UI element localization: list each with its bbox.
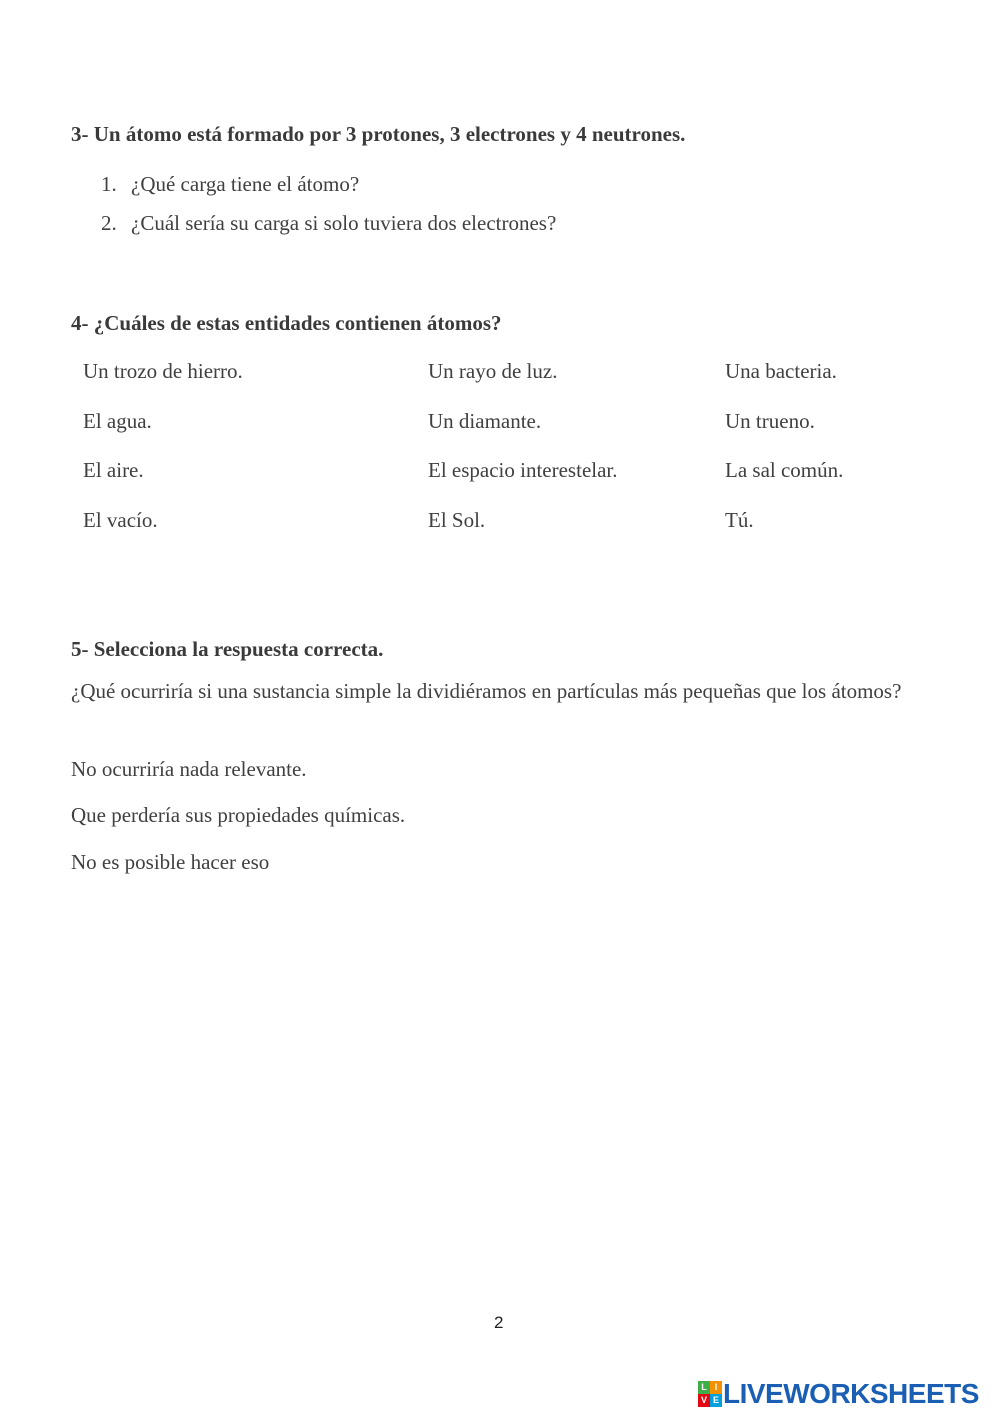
logo-wordmark: LIVEWORKSHEETS bbox=[723, 1378, 979, 1409]
q5-option-3[interactable]: No es posible hacer eso bbox=[71, 850, 270, 874]
logo-letter-l: L bbox=[698, 1381, 710, 1394]
q5-title: 5- Selecciona la respuesta correcta. bbox=[71, 637, 384, 661]
q4-entity: Una bacteria. bbox=[725, 359, 837, 383]
q3-item-1-number: 1. bbox=[101, 172, 117, 196]
q5-option-2[interactable]: Que perdería sus propiedades químicas. bbox=[71, 803, 406, 827]
q4-entity: Un rayo de luz. bbox=[428, 359, 558, 383]
q4-entity: El aire. bbox=[83, 458, 144, 482]
q4-entity: El espacio interestelar. bbox=[428, 458, 618, 482]
q4-entity: Un trueno. bbox=[725, 409, 815, 433]
page-number: 2 bbox=[494, 1313, 504, 1332]
logo-letter-e: E bbox=[710, 1394, 722, 1407]
q4-entity: El Sol. bbox=[428, 508, 486, 532]
q4-entity: La sal común. bbox=[725, 458, 844, 482]
q4-title: 4- ¿Cuáles de estas entidades contienen átomos? bbox=[71, 311, 502, 335]
liveworksheets-logo-icon bbox=[698, 1381, 722, 1407]
q4-entity: El agua. bbox=[83, 409, 152, 433]
logo-letter-i: I bbox=[710, 1381, 722, 1394]
logo-letter-v: V bbox=[698, 1394, 710, 1407]
q3-item-2-number: 2. bbox=[101, 211, 117, 235]
q3-item-1-text: ¿Qué carga tiene el átomo? bbox=[131, 172, 360, 196]
q4-entity: Un diamante. bbox=[428, 409, 542, 433]
q4-entity: Un trozo de hierro. bbox=[83, 359, 243, 383]
q4-entity: El vacío. bbox=[83, 508, 158, 532]
q3-title: 3- Un átomo está formado por 3 protones, 3 electrones y 4 neutrones. bbox=[71, 122, 686, 146]
q5-question: ¿Qué ocurriría si una sustancia simple la dividiéramos en partículas más pequeñas que los átomos? bbox=[71, 679, 902, 703]
q4-entity: Tú. bbox=[725, 508, 754, 532]
liveworksheets-logo bbox=[698, 1378, 979, 1410]
q5-option-1[interactable]: No ocurriría nada relevante. bbox=[71, 757, 307, 781]
q3-item-2-text: ¿Cuál sería su carga si solo tuviera dos electrones? bbox=[131, 211, 557, 235]
